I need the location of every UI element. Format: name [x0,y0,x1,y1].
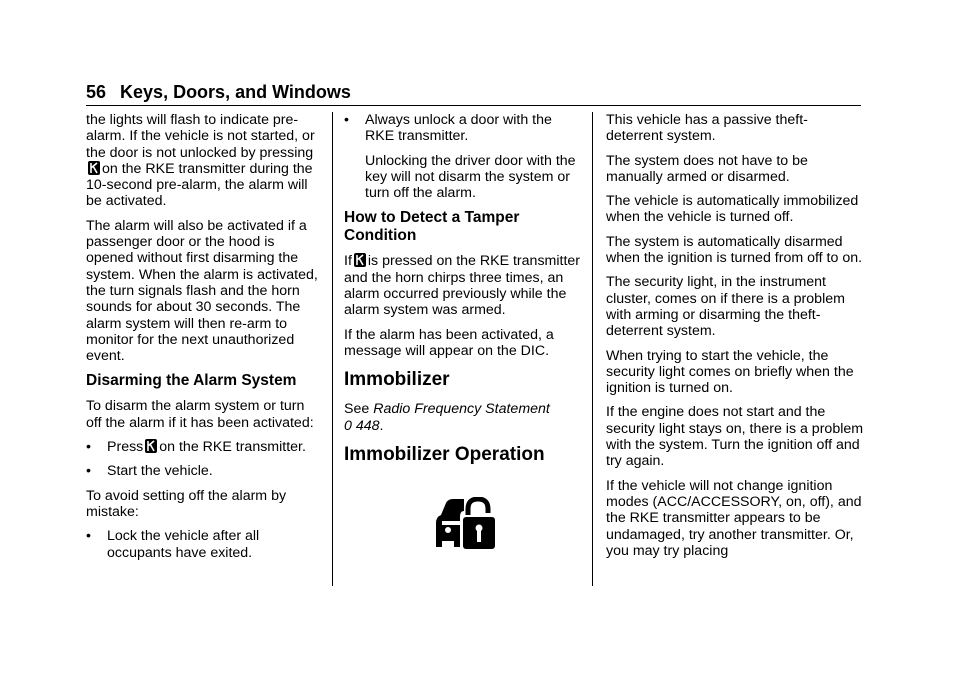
security-light-icon [432,497,498,551]
column-divider [332,112,333,586]
paragraph: To disarm the alarm system or turn off the alarm if it has been activated: [86,398,314,431]
bullet: • [86,528,91,545]
paragraph: The vehicle is automatically immobilized when the vehicle is turned off. [606,193,859,226]
page-header [86,82,351,103]
list-item: • Press on the RKE transmitter. [86,439,306,456]
list-item: • Start the vehicle. [86,463,213,480]
paragraph: If is pressed on the RKE transmitter and the horn chirps three times, an alarm occurred previously while the alarm system was armed. [344,253,581,319]
column-1 [86,112,321,569]
column-3 [606,112,864,567]
alarm-key-icon [354,253,366,267]
heading-immobilizer-operation: Immobilizer Operation [344,443,545,465]
paragraph: The system is automatically disarmed when the ignition is turned from off to on. [606,233,863,267]
section-title: Keys, Doors, and Windows [120,82,351,102]
column-2 [344,112,582,476]
reference-link[interactable]: Radio Frequency Statement [373,401,550,418]
paragraph: The security light, in the instrument cluster, comes on if there is a problem with arming or disarming the theft-deterrent system. [606,274,845,340]
paragraph: When trying to start the vehicle, the security light comes on briefly when the ignition is turned on. [606,347,854,397]
alarm-key-icon [145,439,157,453]
bullet: • [86,439,91,456]
cross-reference: See Radio Frequency Statement 0 448. [344,401,550,434]
bullet: • [344,112,349,128]
header-rule [86,105,861,106]
column-divider [592,112,593,586]
bullet: • [86,463,91,480]
list-item: • Always unlock a door with the RKE transmitter. [344,112,552,145]
list-item-detail: Unlocking the driver door with the key will not disarm the system or turn off the alarm. [365,152,576,202]
alarm-key-icon [88,161,100,175]
paragraph: The system does not have to be manually armed or disarmed. [606,152,808,185]
paragraph: If the engine does not start and the security light stays on, there is a problem with the system. Turn the ignition off and try again. [606,404,864,470]
heading-immobilizer: Immobilizer [344,369,450,391]
paragraph: This vehicle has a passive theft-deterrent system. [606,112,808,145]
heading-tamper: How to Detect a Tamper Condition [344,209,520,245]
paragraph: If the alarm has been activated, a message will appear on the DIC. [344,326,554,359]
heading-disarming: Disarming the Alarm System [86,372,297,390]
list-item: • Lock the vehicle after all occupants have exited. [86,528,260,561]
paragraph: The alarm will also be activated if a passenger door or the hood is opened without first disarming the system. When the alarm is activated, the turn signals flash and the horn sounds for about 30 seconds. The alarm system will then re-arm to monitor for the next unauthorized event. [86,217,318,365]
paragraph: To avoid setting off the alarm by mistake: [86,487,287,520]
page-number: 56 [86,82,107,102]
paragraph: the lights will flash to indicate pre-alarm. If the vehicle is not started, or the door is not unlocked by pressing on the RKE transmitter during the 10-second pre-alarm, the alarm will be activated. [86,112,315,210]
reference-page[interactable]: 0 448 [344,417,380,434]
paragraph: If the vehicle will not change ignition modes (ACC/ACCESSORY, on, off), and the RKE transmitter appears to be undamaged, try another transmitter. Or, you may try placing [606,477,862,559]
